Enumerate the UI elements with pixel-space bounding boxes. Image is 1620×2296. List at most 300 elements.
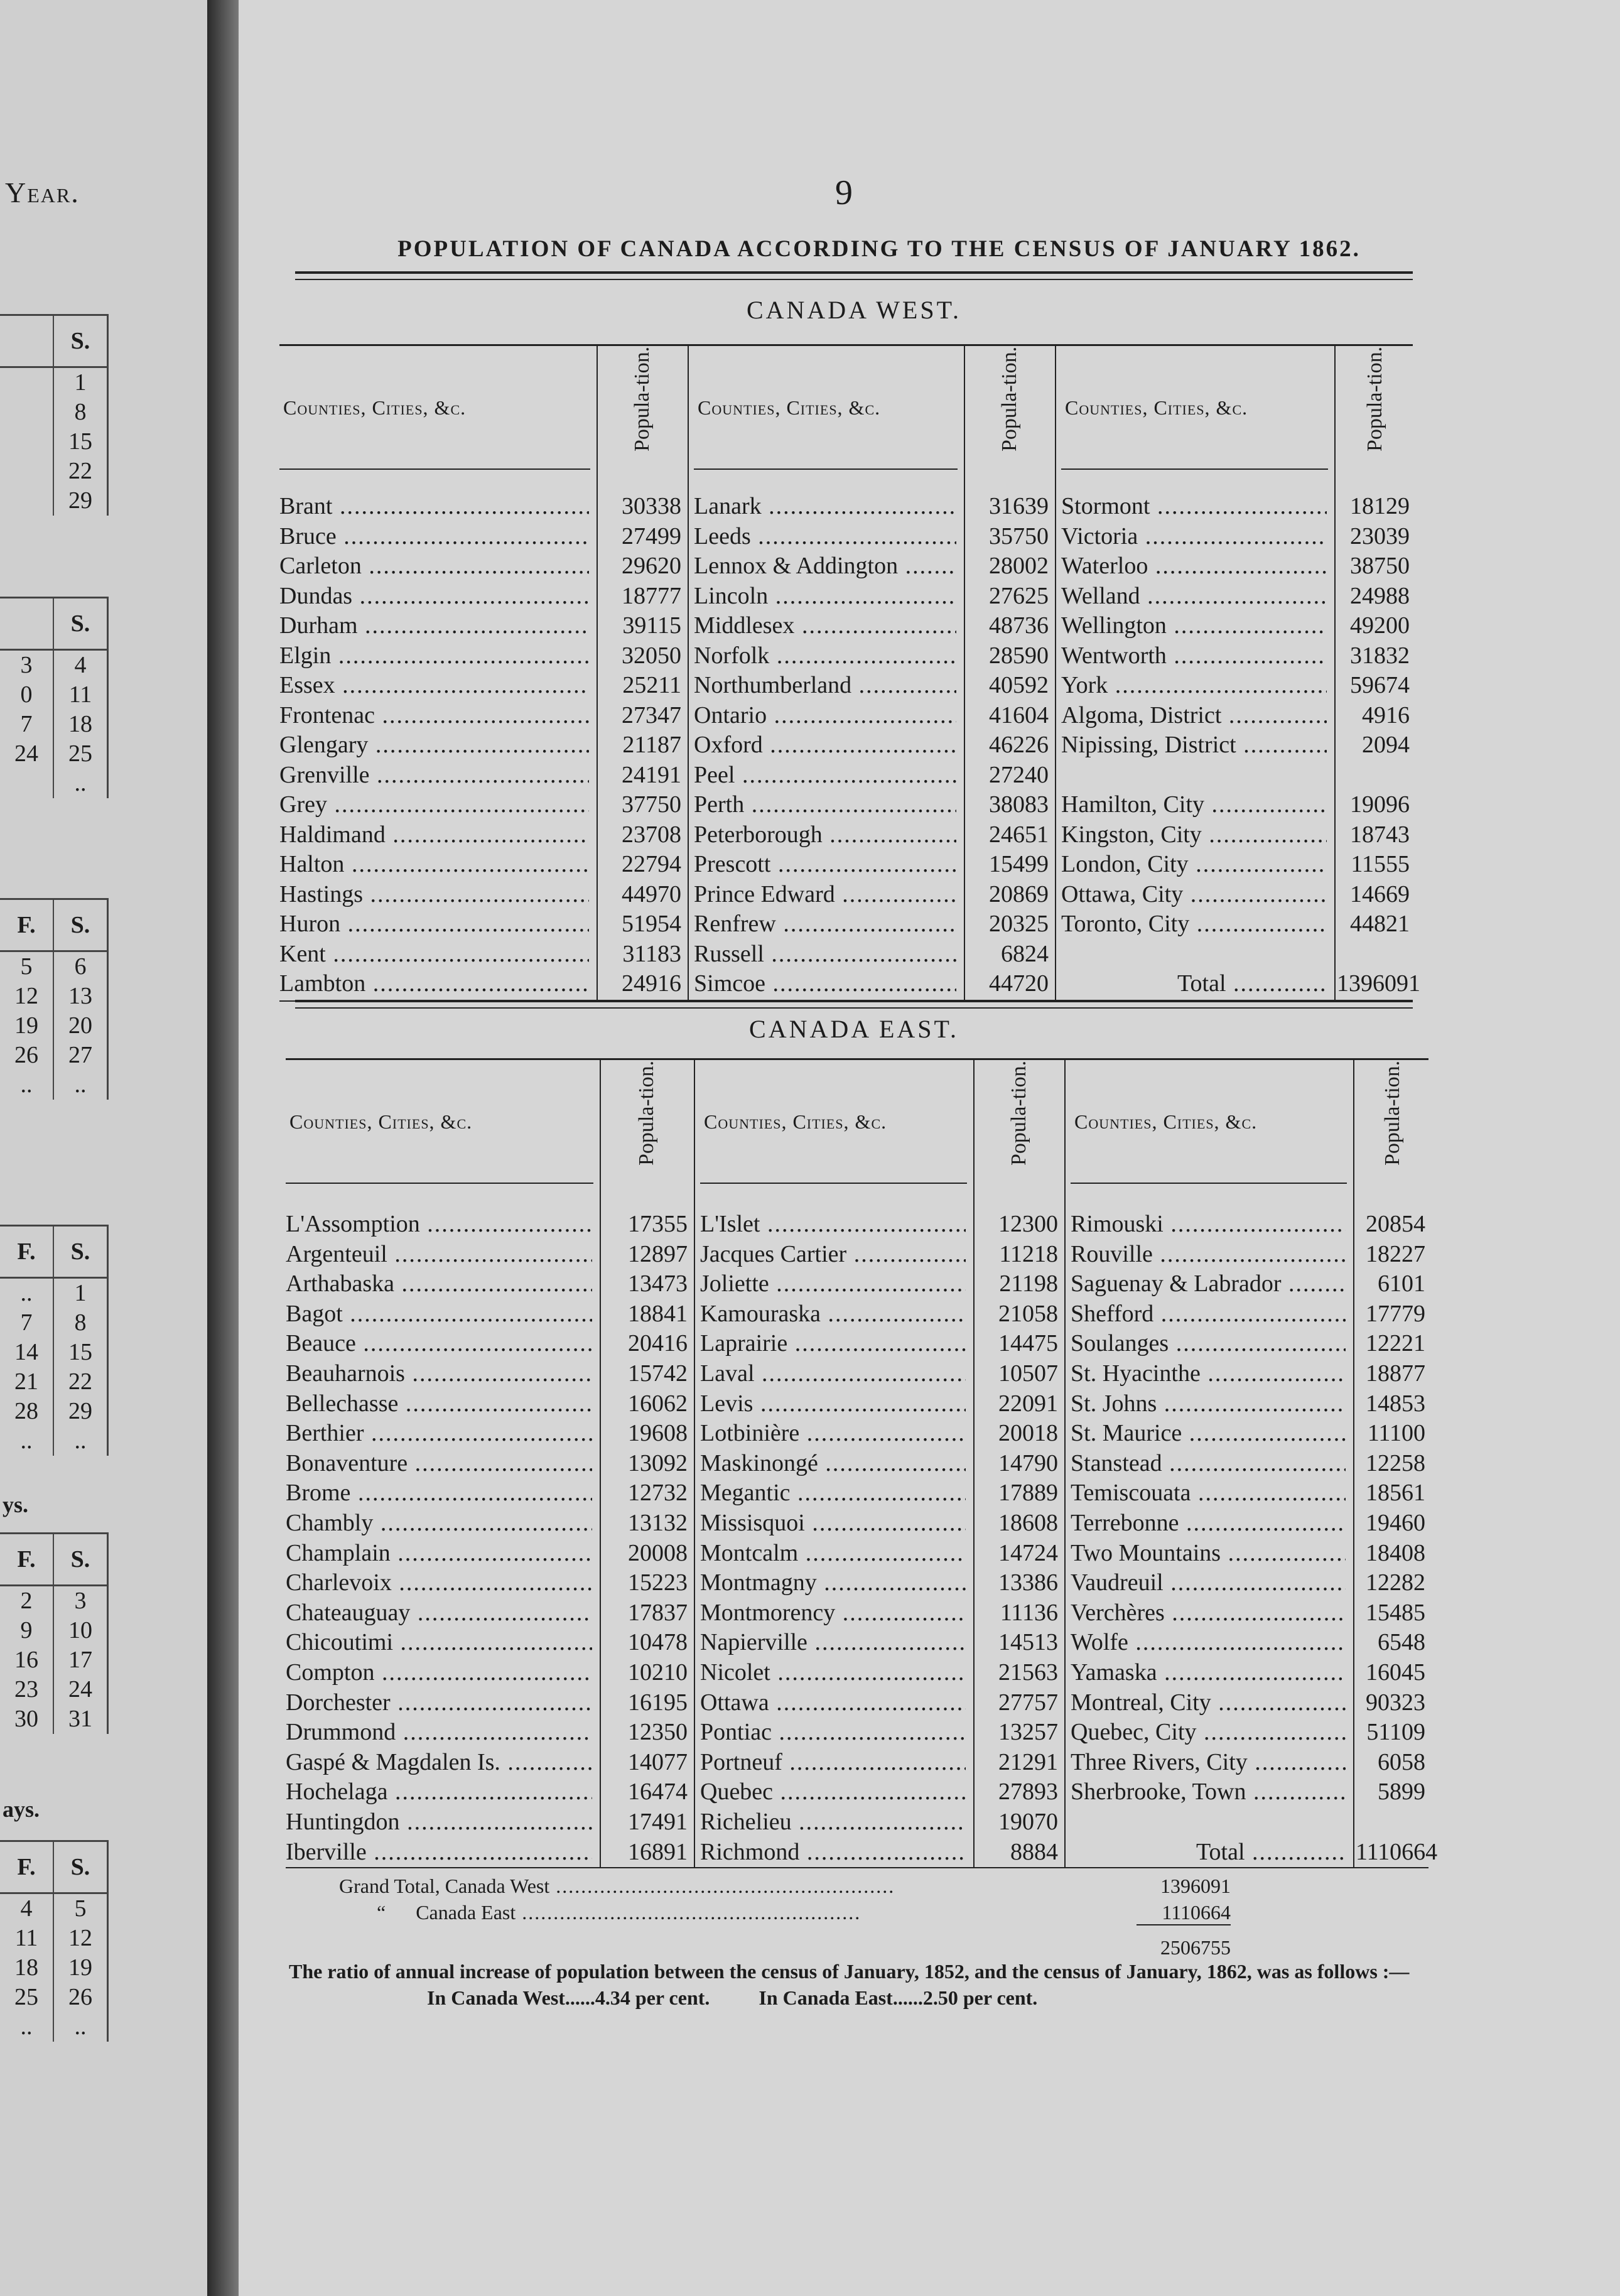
table-row: [1071, 1389, 1432, 1419]
place-name-text: Montcalm: [700, 1539, 799, 1566]
calendar-fragment: [0, 1225, 109, 1456]
grand-total-east-label: “ Canada East .....: [377, 1901, 1130, 1924]
population-value: 29620: [622, 553, 681, 579]
population-value: 14077: [628, 1748, 688, 1775]
place-name: [694, 969, 956, 999]
place-name: [1071, 1658, 1346, 1688]
calendar-day-header: F.: [17, 1238, 36, 1265]
place-name-text: Kamouraska: [700, 1300, 821, 1327]
table-row: [700, 1329, 1064, 1359]
place-name: [1071, 1329, 1346, 1359]
column-divider: [694, 1060, 695, 1867]
population-value: 20416: [628, 1330, 688, 1357]
place-name: [700, 1269, 966, 1299]
calendar-day: 16: [14, 1647, 38, 1673]
place-name-text: Nipissing, District: [1061, 732, 1236, 758]
place-name-text: Kent: [279, 940, 326, 967]
table-row: [286, 1269, 694, 1299]
population-value: 21187: [622, 732, 681, 758]
table-row: [279, 492, 688, 522]
table-row: [700, 1269, 1064, 1299]
table-row: [279, 671, 688, 701]
place-name: [279, 701, 589, 731]
place-name: [700, 1777, 966, 1807]
place-name-text: Middlesex: [694, 612, 795, 639]
population-value: 12732: [628, 1480, 688, 1507]
place-name: [700, 1240, 966, 1270]
place-name-text: Verchères: [1071, 1599, 1165, 1626]
calendar-fragment-row: [0, 1308, 107, 1338]
column-header-population: Popula-tion.: [997, 346, 1021, 452]
place-name: [694, 909, 956, 940]
population-value: 18841: [628, 1300, 688, 1327]
population-value: 13473: [628, 1270, 688, 1297]
column-header-population: Popula-tion.: [1380, 1060, 1404, 1166]
place-name-text: Total: [1177, 970, 1226, 997]
place-name-text: Levis: [700, 1390, 753, 1417]
population-value: 1396091: [1337, 970, 1420, 997]
place-name: [1071, 1777, 1346, 1807]
calendar-day: [0, 457, 53, 486]
table-row: [694, 820, 1055, 850]
population-value: 14853: [1366, 1390, 1425, 1417]
place-name-text: St. Johns: [1071, 1390, 1157, 1417]
population-value: 6548: [1378, 1629, 1425, 1656]
calendar-fragment-row: [0, 651, 107, 680]
table-row: [286, 1718, 694, 1748]
calendar-fragment-row: [0, 1704, 107, 1734]
population-value: 14724: [998, 1539, 1058, 1566]
place-name: [286, 1359, 592, 1389]
population-value: 37750: [622, 791, 681, 818]
population-value: 16195: [628, 1689, 688, 1716]
population-value: 18608: [998, 1510, 1058, 1536]
table-row: [1071, 1568, 1432, 1598]
table-row: [694, 909, 1055, 940]
place-name-text: Jacques Cartier: [700, 1240, 847, 1267]
place-name: [279, 909, 589, 940]
calendar-day: 23: [14, 1676, 38, 1703]
place-name: [286, 1598, 592, 1628]
calendar-day: 1: [53, 1279, 107, 1308]
table-row: [286, 1240, 694, 1270]
calendar-day: 29: [53, 1397, 107, 1426]
place-name-text: Dundas: [279, 582, 353, 609]
calendar-fragment: [0, 597, 109, 798]
place-name-text: Drummond: [286, 1719, 396, 1746]
place-name-text: Prescott: [694, 851, 771, 877]
population-value: 38750: [1350, 553, 1410, 579]
calendar-day: 10: [53, 1616, 107, 1645]
calendar-day: 13: [53, 982, 107, 1011]
place-name: [700, 1299, 966, 1329]
population-value: 30338: [622, 493, 681, 519]
population-value: 16045: [1366, 1659, 1425, 1686]
calendar-fragment-row: [0, 486, 107, 516]
table-row: [1061, 641, 1416, 671]
place-name: [700, 1478, 966, 1508]
place-name-text: Lincoln: [694, 582, 769, 609]
population-value: 6058: [1378, 1748, 1425, 1775]
table-row: [1061, 551, 1416, 582]
population-value: 24191: [622, 761, 681, 788]
place-name: [700, 1568, 966, 1598]
calendar-fragment-header: [0, 1225, 107, 1279]
table-row: [286, 1419, 694, 1449]
table-row: [694, 492, 1055, 522]
calendar-day: 26: [53, 1983, 107, 2012]
table-row: [694, 701, 1055, 731]
place-name: [279, 730, 589, 761]
place-name: [1061, 671, 1327, 701]
calendar-fragment-row: [0, 1426, 107, 1456]
calendar-fragment-row: [0, 1586, 107, 1616]
place-name-text: Champlain: [286, 1539, 391, 1566]
population-value: 17355: [628, 1211, 688, 1237]
column-header-name: Counties, Cities, &c.: [283, 396, 467, 419]
calendar-fragment-row: [0, 1924, 107, 1953]
place-name-text: Hamilton, City: [1061, 791, 1204, 818]
calendar-day: [0, 398, 53, 427]
place-name-text: Montmorency: [700, 1599, 836, 1626]
table-row: [1061, 492, 1416, 522]
column-header-population: Popula-tion.: [1363, 346, 1386, 452]
table-row: [1071, 1838, 1438, 1868]
place-name-text: Glengary: [279, 732, 369, 758]
column-header-population: Popula-tion.: [635, 1060, 658, 1166]
population-value: 4916: [1362, 701, 1410, 728]
place-name-text: Rimouski: [1071, 1211, 1164, 1237]
place-name: [1061, 641, 1327, 671]
population-value: 17837: [628, 1599, 688, 1626]
place-name-text: Laprairie: [700, 1330, 788, 1357]
place-name-text: Saguenay & Labrador: [1071, 1270, 1282, 1297]
place-name: [286, 1838, 592, 1868]
place-name: [1071, 1449, 1346, 1479]
place-name: [700, 1838, 966, 1868]
footnote-rates: [289, 1985, 1419, 2011]
place-name: [279, 641, 589, 671]
place-name: [1071, 1508, 1346, 1539]
place-name-text: Quebec, City: [1071, 1719, 1197, 1746]
population-value: 10210: [628, 1659, 688, 1686]
population-value: 14475: [998, 1330, 1058, 1357]
calendar-fragment-row: [0, 710, 107, 739]
calendar-day: 3: [20, 652, 33, 678]
population-value: 20008: [628, 1539, 688, 1566]
place-name-text: Temiscouata: [1071, 1480, 1191, 1507]
table-row: [286, 1688, 694, 1718]
place-name: [1061, 701, 1327, 731]
place-name: [700, 1329, 966, 1359]
place-name-text: Elgin: [279, 642, 332, 669]
place-name: [286, 1389, 592, 1419]
table-row: [694, 671, 1055, 701]
population-value: 17889: [998, 1480, 1058, 1507]
calendar-fragment-row: [0, 769, 107, 798]
calendar-fragment-row: [0, 1616, 107, 1645]
table-row: [700, 1688, 1064, 1718]
header-underline: [1061, 468, 1328, 470]
table-row: [694, 730, 1055, 761]
calendar-day: 18: [14, 1954, 38, 1981]
calendar-day: 8: [53, 398, 107, 427]
place-name: [1071, 1389, 1346, 1419]
place-name: [1061, 880, 1327, 910]
table-row: [1061, 761, 1416, 791]
table-row: [700, 1449, 1064, 1479]
column-header-name: Counties, Cities, &c.: [1065, 396, 1248, 419]
population-value: 38083: [989, 791, 1049, 818]
place-name-text: Megantic: [700, 1480, 791, 1507]
table-row: [1061, 909, 1416, 940]
table-row: [279, 940, 688, 970]
population-value: 41604: [989, 701, 1049, 728]
population-value: 20869: [989, 880, 1049, 907]
table-row: [286, 1628, 694, 1658]
place-name-text: Two Mountains: [1071, 1539, 1221, 1566]
place-name-text: Ottawa, City: [1061, 880, 1184, 907]
place-name: [700, 1718, 966, 1748]
place-name: [279, 820, 589, 850]
table-row: [1071, 1269, 1432, 1299]
table-row: [286, 1539, 694, 1569]
place-name-text: Wolfe: [1071, 1629, 1128, 1656]
table-row: [1061, 820, 1416, 850]
header-underline: [286, 1183, 593, 1184]
calendar-fragment-row: [0, 739, 107, 769]
header-underline: [700, 1183, 967, 1184]
left-page-fragment: [0, 0, 207, 2296]
calendar-fragment-row: [0, 457, 107, 486]
table-row: [279, 790, 688, 820]
grand-total-east-value: 1110664: [1137, 1901, 1231, 1925]
place-name-text: Lanark: [694, 493, 762, 519]
calendar-day: 26: [14, 1042, 38, 1068]
calendar-day-header: S.: [53, 1227, 107, 1277]
table-row: [1071, 1478, 1432, 1508]
place-name: [1071, 1419, 1346, 1449]
table-row: [700, 1598, 1064, 1628]
population-value: 25211: [622, 672, 681, 698]
calendar-day: 1: [53, 368, 107, 398]
table-row: [1071, 1449, 1432, 1479]
table-row: [700, 1777, 1064, 1807]
place-name-text: Haldimand: [279, 821, 386, 848]
calendar-fragment-header: [0, 898, 107, 952]
table-row: [694, 940, 1055, 970]
place-name-text: Chambly: [286, 1510, 374, 1536]
calendar-day-header: S.: [53, 900, 107, 950]
calendar-fragment: [0, 314, 109, 516]
place-name: [1071, 1210, 1346, 1240]
calendar-fragment-header: [0, 597, 107, 651]
population-value: 15742: [628, 1360, 688, 1387]
table-row: [700, 1838, 1064, 1868]
calendar-fragment-row: [0, 398, 107, 427]
calendar-fragment-header: [0, 1532, 107, 1586]
place-name-text: Victoria: [1061, 523, 1138, 550]
place-name-text: Richelieu: [700, 1809, 792, 1835]
calendar-day-header: [0, 598, 53, 649]
place-name: [694, 522, 956, 552]
place-name-text: Brome: [286, 1480, 351, 1507]
place-name-text: Bruce: [279, 523, 337, 550]
place-name-text: L'Islet: [700, 1211, 760, 1237]
place-name: [286, 1748, 592, 1778]
calendar-fragment-row: [0, 1894, 107, 1924]
place-name: [279, 551, 589, 582]
table-row: [700, 1807, 1064, 1838]
population-value: 18408: [1366, 1539, 1425, 1566]
calendar-day-header: S.: [53, 1842, 107, 1892]
place-name: [1061, 730, 1327, 761]
place-name: [694, 701, 956, 731]
table-row: [700, 1359, 1064, 1389]
place-name: [694, 820, 956, 850]
calendar-day: 9: [20, 1617, 33, 1643]
calendar-day: 6: [53, 952, 107, 982]
population-value: 39115: [622, 612, 681, 639]
calendar-fragment-row: [0, 982, 107, 1011]
population-value: 20854: [1366, 1211, 1425, 1237]
place-name: [286, 1777, 592, 1807]
place-name: [1061, 850, 1327, 880]
table-row: [1061, 940, 1416, 970]
population-value: 44720: [989, 970, 1049, 997]
place-name: [694, 761, 956, 791]
place-name-text: Huron: [279, 911, 341, 937]
place-name: [286, 1508, 592, 1539]
table-row: [1071, 1359, 1432, 1389]
population-value: 18777: [622, 582, 681, 609]
population-value: 17491: [628, 1809, 688, 1835]
population-value: 23039: [1350, 523, 1410, 550]
calendar-day: [0, 427, 53, 457]
column-header-name: Counties, Cities, &c.: [698, 396, 881, 419]
calendar-fragment: [0, 1840, 109, 2042]
population-value: 28002: [989, 553, 1049, 579]
place-name-text: Grenville: [279, 761, 370, 788]
place-name: [1071, 1718, 1346, 1748]
place-name: [286, 1329, 592, 1359]
place-name: [1177, 969, 1328, 999]
population-value: 6101: [1378, 1270, 1425, 1297]
place-name-text: Argenteuil: [286, 1240, 387, 1267]
table-row: [694, 790, 1055, 820]
header-underline: [694, 468, 958, 470]
place-name: [286, 1419, 592, 1449]
place-name: [1061, 551, 1327, 582]
calendar-fragment-row: [0, 1338, 107, 1367]
table-row: [1071, 1718, 1432, 1748]
place-name: [1071, 1688, 1346, 1718]
calendar-fragment-header: [0, 1840, 107, 1894]
place-name-text: Hastings: [279, 880, 363, 907]
place-name: [1061, 790, 1327, 820]
population-value: 31832: [1350, 642, 1410, 669]
place-name-text: Peel: [694, 761, 735, 788]
place-name-text: Iberville: [286, 1838, 367, 1865]
calendar-day: ..: [20, 2013, 33, 2040]
grand-total-west-value: 1396091: [1160, 1875, 1231, 1897]
place-name: [694, 611, 956, 641]
population-value: 27347: [622, 701, 681, 728]
calendar-fragment: [0, 1532, 109, 1734]
population-value: 24651: [989, 821, 1049, 848]
place-name: [1071, 1240, 1346, 1270]
section-divider-rule: [295, 1000, 1413, 1009]
table-row: [1071, 1210, 1432, 1240]
population-value: 40592: [989, 672, 1049, 698]
calendar-day: ..: [53, 2012, 107, 2042]
place-name: [694, 850, 956, 880]
title-rule: [295, 271, 1413, 280]
calendar-day: 18: [53, 710, 107, 739]
calendar-fragment-row: [0, 952, 107, 982]
table-row: [694, 582, 1055, 612]
table-row: [694, 611, 1055, 641]
place-name-text: Chicoutimi: [286, 1629, 393, 1656]
place-name: [286, 1658, 592, 1688]
place-name-text: Ottawa: [700, 1689, 769, 1716]
calendar-day: ..: [53, 1070, 107, 1100]
population-value: 12350: [628, 1719, 688, 1746]
grand-total-sum: 2506755: [1160, 1936, 1231, 1959]
place-name: [700, 1419, 966, 1449]
calendar-day: 4: [53, 651, 107, 680]
population-value: 16891: [628, 1838, 688, 1865]
table-row: [279, 551, 688, 582]
place-name: [700, 1658, 966, 1688]
place-name: [286, 1628, 592, 1658]
table-row: [286, 1210, 694, 1240]
table-row: [286, 1568, 694, 1598]
table-row: [700, 1568, 1064, 1598]
place-name: [286, 1568, 592, 1598]
place-name-text: Wentworth: [1061, 642, 1167, 669]
table-row: [279, 730, 688, 761]
place-name: [279, 611, 589, 641]
place-name-text: Sherbrooke, Town: [1071, 1779, 1246, 1806]
table-row: [1061, 611, 1416, 641]
table-row: [1071, 1748, 1432, 1778]
table-row: [286, 1658, 694, 1688]
table-row: [286, 1449, 694, 1479]
place-name-text: Stormont: [1061, 493, 1150, 519]
place-name-text: Hochelaga: [286, 1779, 388, 1806]
place-name: [1071, 1568, 1346, 1598]
calendar-day-header: S.: [53, 598, 107, 649]
place-name-text: Montreal, City: [1071, 1689, 1211, 1716]
table-row: [279, 641, 688, 671]
table-row: [279, 880, 688, 910]
table-row: [1071, 1628, 1432, 1658]
place-name-text: Arthabaska: [286, 1270, 395, 1297]
place-name-text: Lotbinière: [700, 1420, 800, 1447]
place-name: [286, 1807, 592, 1838]
population-value: 16474: [628, 1779, 688, 1806]
place-name: [1071, 1628, 1346, 1658]
population-value: 10478: [628, 1629, 688, 1656]
table-row: [1071, 1688, 1432, 1718]
place-name: [700, 1688, 966, 1718]
calendar-fragment-row: [0, 1070, 107, 1100]
population-value: 20018: [998, 1420, 1058, 1447]
place-name: [1061, 492, 1327, 522]
place-name-text: Bagot: [286, 1300, 343, 1327]
calendar-day-header: [0, 316, 53, 366]
